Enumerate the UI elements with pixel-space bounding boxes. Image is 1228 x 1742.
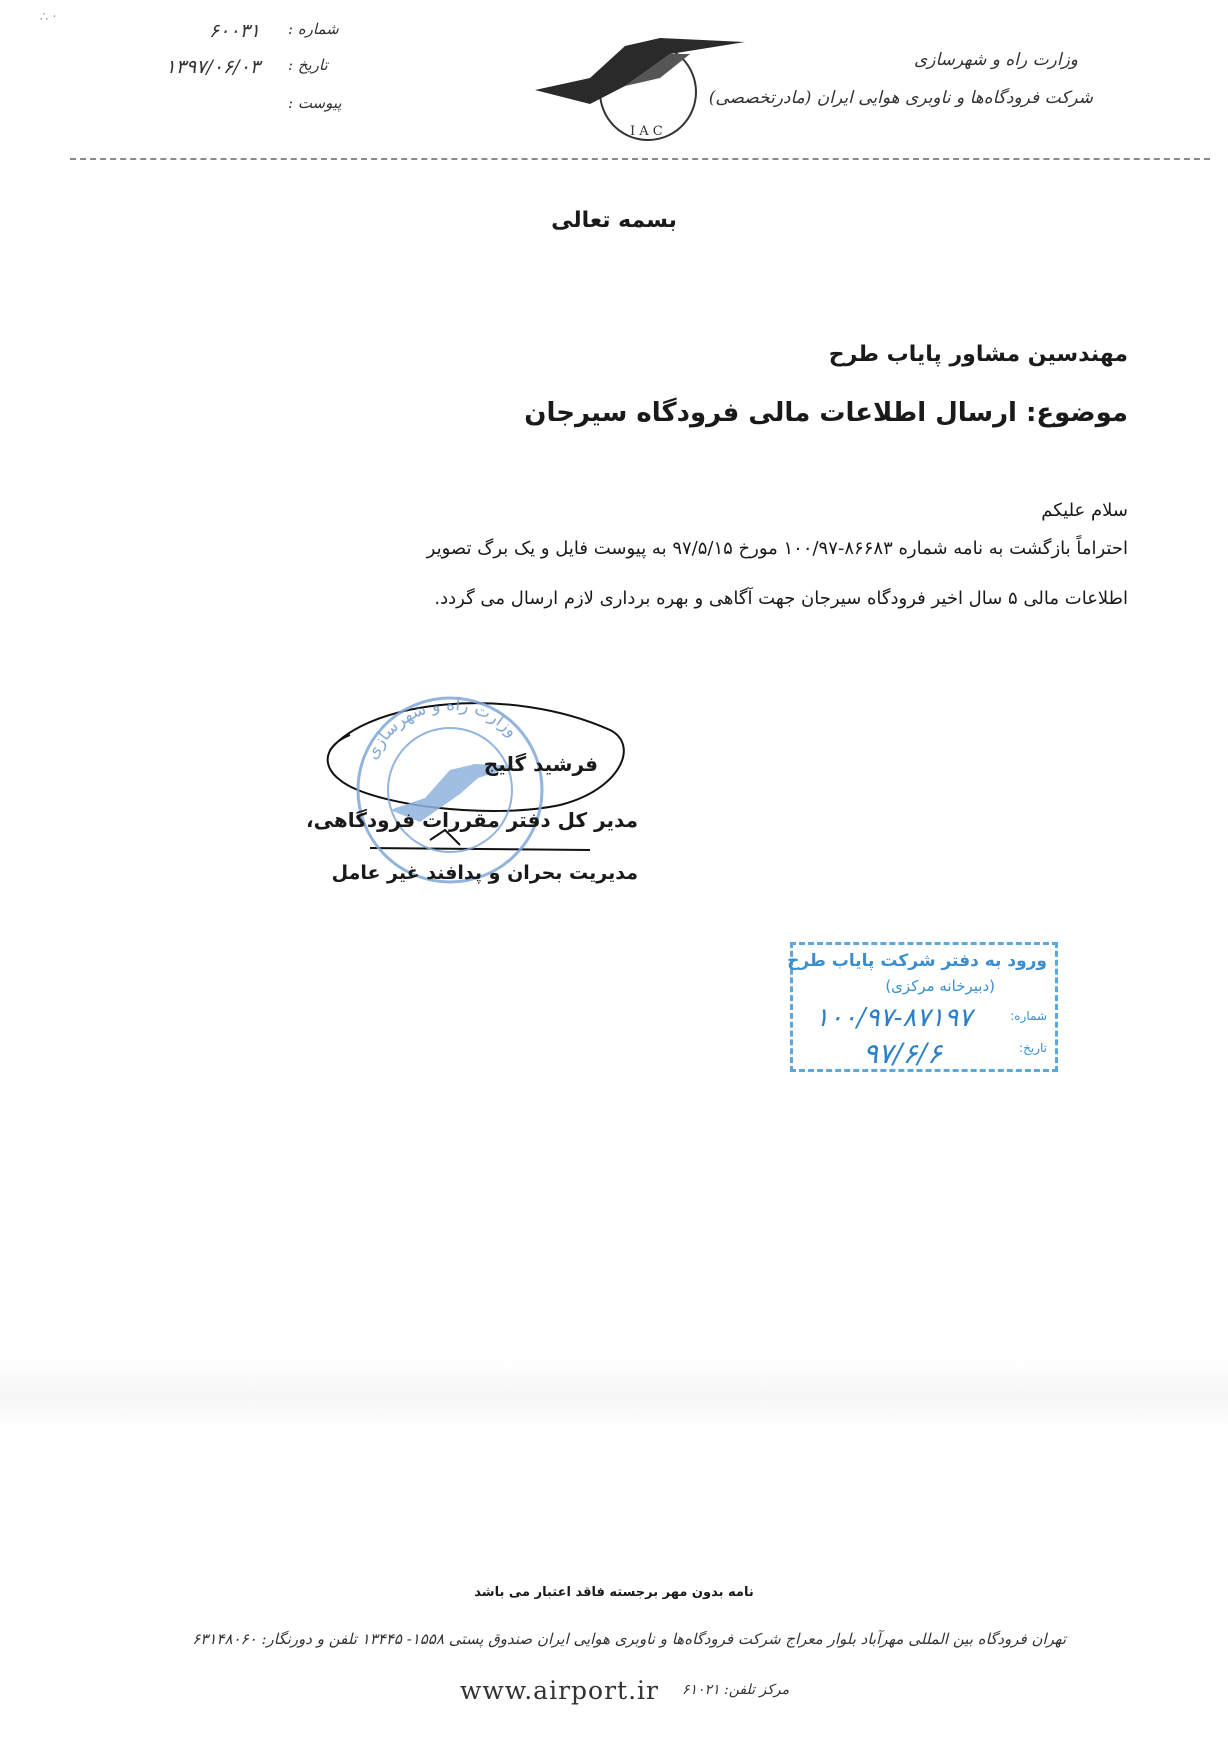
body-line-2: اطلاعات مالی ۵ سال اخیر فرودگاه سیرجان جهت آگاهی و بهره برداری لازم ارسال می گردد. — [434, 588, 1128, 609]
footer-address: تهران فرودگاه بین المللی مهرآباد بلوار معراج شرکت فرودگاه‌ها و ناوبری هوایی ایران صندوق پستی ۱۵۵۸- ۱۳۴۴۵ تلفن و دورنگار: ۶۳۱۴۸۰۶۰ — [192, 1630, 1066, 1648]
signatory-title-1: مدیر کل دفتر مقررات فرودگاهی، — [306, 808, 638, 832]
stamp-text: وزارت راه و شهرسازی — [361, 694, 522, 763]
signatory-title-2: مدیریت بحران و پدافند غیر عامل — [331, 862, 638, 884]
bismillah-heading: بسمه تعالی — [551, 208, 677, 233]
attachment-label: پیوست : — [288, 94, 342, 112]
registration-number-value: ۱۰۰/۹۷-۸۷۱۹۷ — [815, 1003, 973, 1033]
header-divider — [70, 158, 1210, 160]
company-name: شرکت فرودگاه‌ها و ناوبری هوایی ایران (مادرتخصصی) — [708, 88, 1093, 108]
iac-logo — [530, 20, 760, 145]
logo-text: I A C — [630, 124, 663, 139]
website-link[interactable]: www.airport.ir — [460, 1676, 659, 1705]
body-line-1: احتراماً بازگشت به نامه شماره ۸۶۶۸۳-۱۰۰/۹۷ مورخ ۹۷/۵/۱۵ به پیوست فایل و یک برگ تصویر — [426, 538, 1128, 559]
ministry-name: وزارت راه و شهرسازی — [913, 50, 1078, 70]
recipient: مهندسین مشاور پایاب طرح — [828, 342, 1128, 367]
subject: موضوع: ارسال اطلاعات مالی فرودگاه سیرجان — [524, 398, 1128, 428]
registration-date-value: ۹۷/۶/۶ — [863, 1037, 943, 1070]
letter-date-value: ۱۳۹۷/۰۶/۰۳ — [165, 56, 260, 78]
letter-number-value: ۶۰۰۳۱ — [208, 20, 260, 42]
corner-mark: ∴ · — [40, 10, 57, 25]
greeting: سلام علیکم — [1041, 500, 1128, 521]
letter-date-label: تاریخ : — [288, 56, 328, 74]
registration-stamp-subtitle: (دبیرخانه مرکزی) — [885, 977, 995, 995]
signatory-name: فرشید گلیج — [483, 752, 598, 776]
registration-stamp — [787, 942, 1058, 1072]
registration-stamp-title: ورود به دفتر شرکت پایاب طرح — [787, 951, 1047, 971]
central-phone: مرکز تلفن: ۶۱۰۲۱ — [682, 1682, 790, 1698]
registration-date-label: تاریخ: — [1019, 1041, 1047, 1055]
official-round-stamp — [340, 690, 560, 890]
validity-note: نامه بدون مهر برجسته فاقد اعتبار می باشد — [474, 1585, 754, 1600]
scan-artifact-band — [0, 1360, 1228, 1430]
letter-number-label: شماره : — [288, 20, 339, 38]
registration-number-label: شماره: — [1010, 1009, 1047, 1023]
